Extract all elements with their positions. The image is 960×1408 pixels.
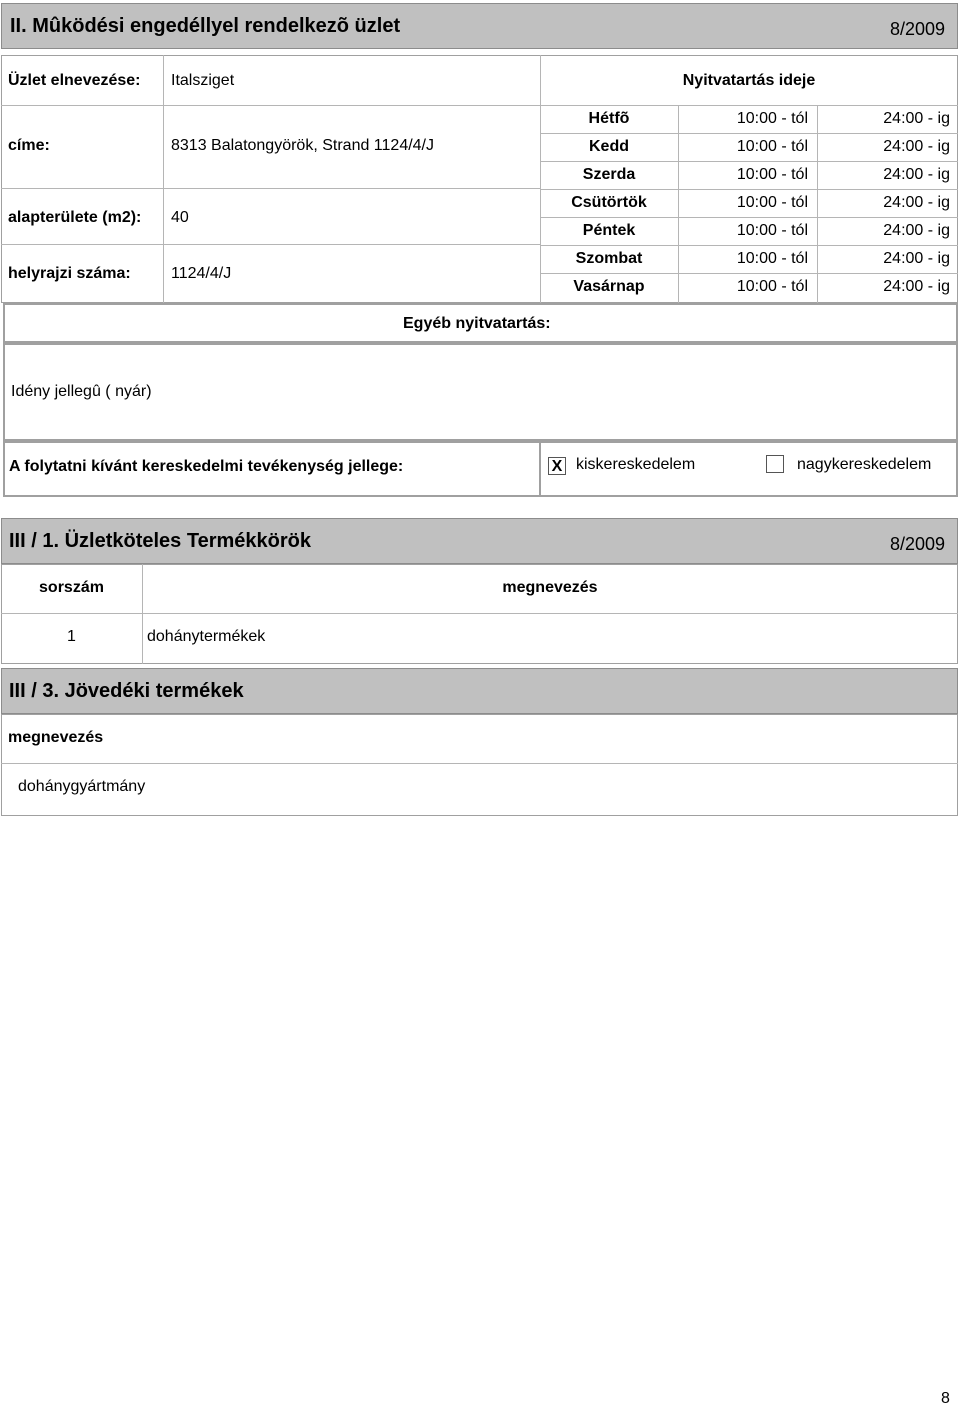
shop-lot-label: helyrajzi száma:: [8, 265, 131, 282]
shop-name-label: Üzlet elnevezése:: [8, 72, 141, 89]
hours-from: 10:00 - tól: [736, 166, 808, 183]
hours-from: 10:00 - tól: [736, 194, 808, 211]
excise-row-name: dohánygyártmány: [18, 778, 146, 795]
shop-area-label: alapterülete (m2):: [8, 209, 142, 226]
hours-from: 10:00 - tól: [736, 110, 808, 127]
shop-name-value: Italsziget: [171, 72, 235, 89]
retail-label: kiskereskedelem: [576, 456, 696, 473]
hours-day: Csütörtök: [571, 194, 647, 211]
hours-to: 24:00 - ig: [883, 138, 950, 155]
wholesale-label: nagykereskedelem: [797, 456, 932, 473]
hours-to: 24:00 - ig: [883, 222, 950, 239]
shop-address-value: 8313 Balatongyörök, Strand 1124/4/J: [171, 137, 434, 154]
hours-to: 24:00 - ig: [883, 250, 950, 267]
section-iii-3-title: III / 3. Jövedéki termékek: [9, 680, 244, 702]
section-ii-title: II. Mûködési engedéllyel rendelkezõ üzlet: [10, 15, 401, 37]
products-row-name: dohánytermékek: [147, 628, 266, 645]
other-hours-header: [3, 303, 958, 343]
wholesale-checkbox[interactable]: [766, 455, 784, 473]
shop-info-block: [1, 55, 958, 303]
products-row-no: 1: [67, 628, 76, 645]
opening-hours-title: Nyitvatartás ideje: [682, 72, 816, 89]
retail-checkbox[interactable]: X: [548, 457, 566, 475]
hours-to: 24:00 - ig: [883, 278, 950, 295]
section-iii-1-code: 8/2009: [889, 534, 945, 554]
hours-from: 10:00 - tól: [736, 222, 808, 239]
hours-day: Vasárnap: [573, 278, 645, 295]
hours-day: Szerda: [582, 166, 636, 183]
activity-label: A folytatni kívánt kereskedelmi tevékenység jellege:: [9, 458, 404, 475]
section-ii-code: 8/2009: [889, 19, 945, 39]
hours-day: Hétfõ: [588, 110, 630, 127]
excise-table: [1, 714, 958, 816]
other-hours-box: [3, 343, 958, 441]
hours-from: 10:00 - tól: [736, 278, 808, 295]
shop-address-label: címe:: [8, 137, 50, 154]
section-iii-3-header: [1, 668, 958, 714]
other-hours-label: Egyéb nyitvatartás:: [403, 315, 551, 332]
hours-day: Szombat: [575, 250, 643, 267]
hours-day: Kedd: [589, 138, 629, 155]
section-iii-1-header: [1, 518, 958, 564]
shop-lot-value: 1124/4/J: [171, 265, 232, 282]
hours-from: 10:00 - tól: [736, 250, 808, 267]
hours-from: 10:00 - tól: [736, 138, 808, 155]
section-iii-1-title: III / 1. Üzletköteles Termékkörök: [9, 530, 311, 552]
other-hours-value: Idény jellegû ( nyár): [11, 383, 152, 400]
hours-to: 24:00 - ig: [883, 166, 950, 183]
hours-to: 24:00 - ig: [883, 110, 950, 127]
excise-col-name: megnevezés: [8, 729, 104, 746]
section-ii-header: [1, 3, 958, 49]
page-number: 8: [941, 1390, 950, 1407]
products-col-name: megnevezés: [502, 579, 598, 596]
hours-to: 24:00 - ig: [883, 194, 950, 211]
hours-day: Péntek: [582, 222, 636, 239]
shop-area-value: 40: [171, 209, 189, 226]
products-col-no: sorszám: [39, 579, 104, 596]
